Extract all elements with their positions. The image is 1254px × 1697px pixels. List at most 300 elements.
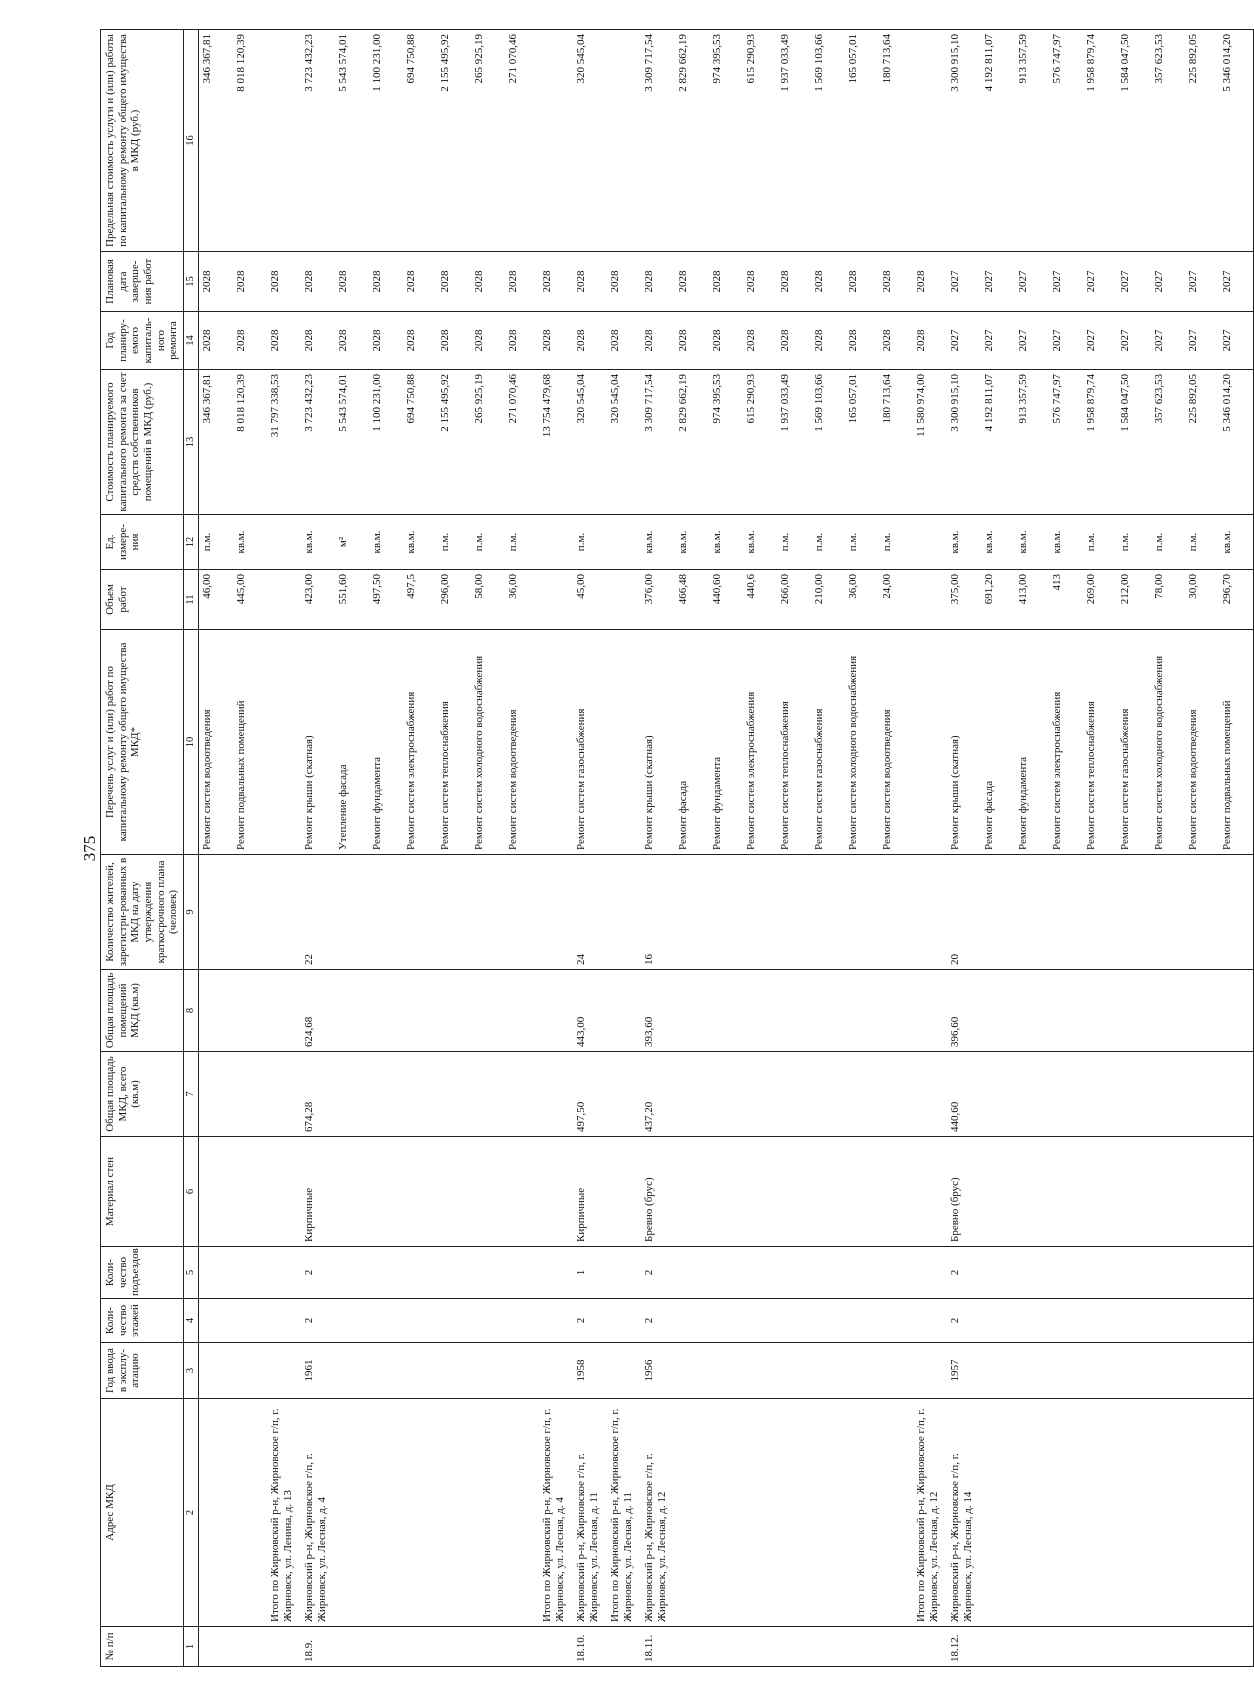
year-built-cell: [403, 1343, 437, 1399]
row-number-cell: [743, 1627, 777, 1667]
work-volume-cell: [267, 570, 301, 630]
completion-date-cell: 2028: [301, 252, 335, 312]
floors-cell: [1185, 1299, 1219, 1343]
row-number-cell: [845, 1627, 879, 1667]
wall-material-cell: [471, 1137, 505, 1247]
row-number-cell: 18.10.: [573, 1627, 607, 1667]
floors-cell: [1049, 1299, 1083, 1343]
wall-material-cell: [369, 1137, 403, 1247]
total-area-cell: [1185, 1052, 1219, 1137]
wall-material-cell: Бревно (брус): [641, 1137, 675, 1247]
work-type-cell: Ремонт систем теплоснабжения: [1083, 630, 1117, 855]
work-volume-cell: 497,5: [403, 570, 437, 630]
address-cell: [233, 1399, 267, 1627]
entrances-cell: [369, 1247, 403, 1299]
floors-cell: [437, 1299, 471, 1343]
planned-year-cell: 2028: [573, 312, 607, 370]
planned-year-cell: 2028: [777, 312, 811, 370]
address-cell: [981, 1399, 1015, 1627]
table-row: [573, 30, 607, 1667]
address-cell: [1117, 1399, 1151, 1627]
year-built-cell: [1219, 1343, 1254, 1399]
planned-cost-cell: 3 309 717,54: [641, 370, 675, 515]
work-volume-cell: 36,00: [845, 570, 879, 630]
floors-cell: 2: [641, 1299, 675, 1343]
repair-plan-table: [100, 29, 1254, 1667]
year-built-cell: [607, 1343, 641, 1399]
planned-year-cell: 2028: [845, 312, 879, 370]
completion-date-cell: 2027: [947, 252, 981, 312]
row-number-cell: [1219, 1627, 1254, 1667]
entrances-cell: [1117, 1247, 1151, 1299]
row-number-cell: [811, 1627, 845, 1667]
residents-cell: [198, 855, 233, 970]
residents-cell: [777, 855, 811, 970]
planned-cost-cell: 3 300 915,10: [947, 370, 981, 515]
planned-cost-cell: 4 192 811,07: [981, 370, 1015, 515]
work-volume-cell: 440,6: [743, 570, 777, 630]
table-row: [1083, 30, 1117, 1667]
total-area-cell: [1151, 1052, 1185, 1137]
year-built-cell: [845, 1343, 879, 1399]
work-volume-cell: 691,20: [981, 570, 1015, 630]
address-cell: [1219, 1399, 1254, 1627]
total-area-cell: [471, 1052, 505, 1137]
total-area-cell: [1015, 1052, 1049, 1137]
page-number: 375: [80, 835, 99, 862]
column-number-7: 7: [183, 1052, 198, 1137]
cost-limit-cell: 1 937 033,49: [777, 30, 811, 252]
planned-cost-cell: 2 829 662,19: [675, 370, 709, 515]
table-row: [641, 30, 675, 1667]
row-number-cell: [369, 1627, 403, 1667]
table-row: [1049, 30, 1083, 1667]
unit-cell: кв.м.: [981, 515, 1015, 570]
table-row: [981, 30, 1015, 1667]
unit-cell: кв.м.: [403, 515, 437, 570]
year-built-cell: [233, 1343, 267, 1399]
address-cell: [1185, 1399, 1219, 1627]
work-volume-cell: 551,60: [335, 570, 369, 630]
table-row: [198, 30, 233, 1667]
work-type-cell: Ремонт систем холодного водоснабжения: [471, 630, 505, 855]
column-number-4: 4: [183, 1299, 198, 1343]
planned-year-cell: 2027: [1117, 312, 1151, 370]
cost-limit-cell: 265 925,19: [471, 30, 505, 252]
residents-cell: 16: [641, 855, 675, 970]
year-built-cell: [1049, 1343, 1083, 1399]
entrances-cell: [1083, 1247, 1117, 1299]
cost-limit-cell: [913, 30, 947, 252]
cost-limit-cell: 3 309 717,54: [641, 30, 675, 252]
total-area-cell: 674,28: [301, 1052, 335, 1137]
row-number-cell: [675, 1627, 709, 1667]
wall-material-cell: [267, 1137, 301, 1247]
residents-cell: [505, 855, 539, 970]
completion-date-cell: 2028: [811, 252, 845, 312]
cost-limit-cell: 271 070,46: [505, 30, 539, 252]
premises-area-cell: [675, 970, 709, 1052]
work-type-cell: Ремонт систем электроснабжения: [1049, 630, 1083, 855]
cost-limit-cell: [267, 30, 301, 252]
total-area-cell: [437, 1052, 471, 1137]
column-header-12: Ед. измере-ния: [101, 515, 184, 570]
column-number-14: 14: [183, 312, 198, 370]
unit-cell: п.м.: [198, 515, 233, 570]
planned-year-cell: 2028: [403, 312, 437, 370]
unit-cell: п.м.: [879, 515, 913, 570]
floors-cell: 2: [947, 1299, 981, 1343]
residents-cell: [1185, 855, 1219, 970]
premises-area-cell: [1219, 970, 1254, 1052]
cost-limit-cell: 8 018 120,39: [233, 30, 267, 252]
premises-area-cell: [879, 970, 913, 1052]
address-cell: [1049, 1399, 1083, 1627]
wall-material-cell: Кирпичные: [301, 1137, 335, 1247]
work-volume-cell: 58,00: [471, 570, 505, 630]
unit-cell: [267, 515, 301, 570]
address-cell: [709, 1399, 743, 1627]
planned-year-cell: 2028: [335, 312, 369, 370]
total-area-cell: [1083, 1052, 1117, 1137]
wall-material-cell: Кирпичные: [573, 1137, 607, 1247]
work-type-cell: Ремонт систем водоотведения: [198, 630, 233, 855]
residents-cell: [1083, 855, 1117, 970]
floors-cell: [335, 1299, 369, 1343]
year-built-cell: 1956: [641, 1343, 675, 1399]
floors-cell: [471, 1299, 505, 1343]
wall-material-cell: [437, 1137, 471, 1247]
planned-cost-cell: 346 367,81: [198, 370, 233, 515]
column-header-6: Материал стен: [101, 1137, 184, 1247]
column-header-14: Год планиру-емого капиталь-ного ремонта: [101, 312, 184, 370]
cost-limit-cell: 357 623,53: [1151, 30, 1185, 252]
entrances-cell: [335, 1247, 369, 1299]
planned-cost-cell: 1 569 103,66: [811, 370, 845, 515]
cost-limit-cell: 4 192 811,07: [981, 30, 1015, 252]
planned-year-cell: 2028: [743, 312, 777, 370]
entrances-cell: [1185, 1247, 1219, 1299]
planned-year-cell: 2028: [471, 312, 505, 370]
wall-material-cell: [1015, 1137, 1049, 1247]
residents-cell: [369, 855, 403, 970]
column-number-12: 12: [183, 515, 198, 570]
entrances-cell: [675, 1247, 709, 1299]
planned-year-cell: 2027: [947, 312, 981, 370]
column-header-4: Коли-чество этажей: [101, 1299, 184, 1343]
work-type-cell: [267, 630, 301, 855]
floors-cell: [233, 1299, 267, 1343]
completion-date-cell: 2027: [1083, 252, 1117, 312]
residents-cell: [233, 855, 267, 970]
address-cell: [811, 1399, 845, 1627]
premises-area-cell: [539, 970, 573, 1052]
work-volume-cell: 375,00: [947, 570, 981, 630]
planned-cost-cell: 5 346 014,20: [1219, 370, 1254, 515]
premises-area-cell: [403, 970, 437, 1052]
residents-cell: [981, 855, 1015, 970]
entrances-cell: [1151, 1247, 1185, 1299]
planned-year-cell: 2028: [607, 312, 641, 370]
residents-cell: [675, 855, 709, 970]
planned-cost-cell: 8 018 120,39: [233, 370, 267, 515]
total-area-cell: [811, 1052, 845, 1137]
premises-area-cell: 624,68: [301, 970, 335, 1052]
cost-limit-cell: 576 747,97: [1049, 30, 1083, 252]
cost-limit-cell: 346 367,81: [198, 30, 233, 252]
residents-cell: [845, 855, 879, 970]
planned-cost-cell: 13 754 479,68: [539, 370, 573, 515]
work-volume-cell: [539, 570, 573, 630]
work-volume-cell: 413: [1049, 570, 1083, 630]
address-cell: [403, 1399, 437, 1627]
planned-cost-cell: 1 937 033,49: [777, 370, 811, 515]
completion-date-cell: 2028: [335, 252, 369, 312]
residents-cell: 20: [947, 855, 981, 970]
planned-year-cell: 2027: [1015, 312, 1049, 370]
cost-limit-cell: 2 829 662,19: [675, 30, 709, 252]
work-volume-cell: 210,00: [811, 570, 845, 630]
year-built-cell: [198, 1343, 233, 1399]
table-row: [777, 30, 811, 1667]
work-volume-cell: 78,00: [1151, 570, 1185, 630]
wall-material-cell: [198, 1137, 233, 1247]
planned-cost-cell: 1 584 047,50: [1117, 370, 1151, 515]
work-type-cell: Ремонт систем водоотведения: [1185, 630, 1219, 855]
entrances-cell: [845, 1247, 879, 1299]
planned-cost-cell: 320 545,04: [607, 370, 641, 515]
row-number-cell: [913, 1627, 947, 1667]
unit-cell: кв.м.: [641, 515, 675, 570]
completion-date-cell: 2028: [198, 252, 233, 312]
table-header: [101, 30, 199, 1667]
work-volume-cell: [607, 570, 641, 630]
table-row: [1185, 30, 1219, 1667]
premises-area-cell: [1015, 970, 1049, 1052]
total-area-cell: 497,50: [573, 1052, 607, 1137]
entrances-cell: [743, 1247, 777, 1299]
row-number-cell: [335, 1627, 369, 1667]
planned-year-cell: 2027: [1151, 312, 1185, 370]
completion-date-cell: 2028: [879, 252, 913, 312]
unit-cell: [539, 515, 573, 570]
work-volume-cell: 497,50: [369, 570, 403, 630]
residents-cell: [1151, 855, 1185, 970]
planned-cost-cell: 1 958 879,74: [1083, 370, 1117, 515]
row-number-cell: [879, 1627, 913, 1667]
entrances-cell: [811, 1247, 845, 1299]
column-number-5: 5: [183, 1247, 198, 1299]
planned-cost-cell: 615 290,93: [743, 370, 777, 515]
total-area-cell: [981, 1052, 1015, 1137]
row-number-cell: [471, 1627, 505, 1667]
wall-material-cell: [675, 1137, 709, 1247]
planned-year-cell: 2027: [1083, 312, 1117, 370]
planned-year-cell: 2028: [675, 312, 709, 370]
premises-area-cell: [1083, 970, 1117, 1052]
wall-material-cell: [1083, 1137, 1117, 1247]
planned-year-cell: 2027: [1185, 312, 1219, 370]
premises-area-cell: [437, 970, 471, 1052]
unit-cell: кв.м.: [1219, 515, 1254, 570]
premises-area-cell: [1151, 970, 1185, 1052]
table-row: [913, 30, 947, 1667]
table-body: [198, 30, 1253, 1667]
total-area-cell: 440,60: [947, 1052, 981, 1137]
floors-cell: [607, 1299, 641, 1343]
address-cell: [505, 1399, 539, 1627]
work-type-cell: Утепление фасада: [335, 630, 369, 855]
row-number-cell: [267, 1627, 301, 1667]
work-volume-cell: 24,00: [879, 570, 913, 630]
residents-cell: [709, 855, 743, 970]
entrances-cell: 2: [301, 1247, 335, 1299]
work-type-cell: Ремонт крыши (скатная): [301, 630, 335, 855]
cost-limit-cell: 1 958 879,74: [1083, 30, 1117, 252]
floors-cell: [1219, 1299, 1254, 1343]
work-volume-cell: 296,70: [1219, 570, 1254, 630]
total-area-cell: [879, 1052, 913, 1137]
residents-cell: [335, 855, 369, 970]
column-header-16: Предельная стоимость услуги и (или) работы по капитальному ремонту общего имущества в МКД (руб.): [101, 30, 184, 252]
planned-year-cell: 2028: [198, 312, 233, 370]
planned-year-cell: 2028: [879, 312, 913, 370]
row-number-cell: [403, 1627, 437, 1667]
cost-limit-cell: 974 395,53: [709, 30, 743, 252]
year-built-cell: [1083, 1343, 1117, 1399]
table-row: [811, 30, 845, 1667]
address-cell: Жирновский р-н, Жирновское г/п, г. Жирновск, ул. Лесная, д. 11: [573, 1399, 607, 1627]
table-row: [675, 30, 709, 1667]
planned-year-cell: 2028: [437, 312, 471, 370]
work-type-cell: Ремонт подвальных помещений: [1219, 630, 1254, 855]
completion-date-cell: 2028: [675, 252, 709, 312]
work-type-cell: Ремонт фундамента: [709, 630, 743, 855]
work-type-cell: Ремонт систем водоотведения: [505, 630, 539, 855]
entrances-cell: [267, 1247, 301, 1299]
column-number-16: 16: [183, 30, 198, 252]
table-row: [1219, 30, 1254, 1667]
wall-material-cell: [913, 1137, 947, 1247]
row-number-cell: 18.12.: [947, 1627, 981, 1667]
total-area-cell: [369, 1052, 403, 1137]
table-row: [879, 30, 913, 1667]
wall-material-cell: [1151, 1137, 1185, 1247]
entrances-cell: [1219, 1247, 1254, 1299]
entrances-cell: [709, 1247, 743, 1299]
year-built-cell: 1961: [301, 1343, 335, 1399]
wall-material-cell: [505, 1137, 539, 1247]
cost-limit-cell: [539, 30, 573, 252]
unit-cell: [607, 515, 641, 570]
planned-cost-cell: 974 395,53: [709, 370, 743, 515]
entrances-cell: [471, 1247, 505, 1299]
address-cell: Итого по Жирновский р-н, Жирновское г/п, г. Жирновск, ул. Лесная, д. 12: [913, 1399, 947, 1627]
cost-limit-cell: 1 100 231,00: [369, 30, 403, 252]
completion-date-cell: 2028: [573, 252, 607, 312]
table-row: [1151, 30, 1185, 1667]
planned-cost-cell: 357 623,53: [1151, 370, 1185, 515]
work-type-cell: [539, 630, 573, 855]
wall-material-cell: [981, 1137, 1015, 1247]
wall-material-cell: [777, 1137, 811, 1247]
cost-limit-cell: 225 892,05: [1185, 30, 1219, 252]
work-type-cell: Ремонт систем газоснабжения: [811, 630, 845, 855]
premises-area-cell: [913, 970, 947, 1052]
year-built-cell: [981, 1343, 1015, 1399]
table-row: [1015, 30, 1049, 1667]
unit-cell: кв.м.: [1049, 515, 1083, 570]
column-header-8: Общая площадь помещений МКД (кв.м): [101, 970, 184, 1052]
floors-cell: [879, 1299, 913, 1343]
planned-year-cell: 2027: [981, 312, 1015, 370]
cost-limit-cell: 615 290,93: [743, 30, 777, 252]
column-number-row: [183, 30, 198, 1667]
unit-cell: кв.м.: [233, 515, 267, 570]
address-cell: [437, 1399, 471, 1627]
residents-cell: [607, 855, 641, 970]
completion-date-cell: 2027: [1219, 252, 1254, 312]
planned-cost-cell: 576 747,97: [1049, 370, 1083, 515]
work-type-cell: Ремонт фундамента: [369, 630, 403, 855]
residents-cell: [437, 855, 471, 970]
year-built-cell: [471, 1343, 505, 1399]
work-type-cell: Ремонт систем газоснабжения: [1117, 630, 1151, 855]
cost-limit-cell: 165 057,01: [845, 30, 879, 252]
planned-cost-cell: 2 155 495,92: [437, 370, 471, 515]
wall-material-cell: [1049, 1137, 1083, 1247]
premises-area-cell: 443,00: [573, 970, 607, 1052]
total-area-cell: [743, 1052, 777, 1137]
row-number-cell: [1185, 1627, 1219, 1667]
completion-date-cell: 2027: [1015, 252, 1049, 312]
column-number-2: 2: [183, 1399, 198, 1627]
completion-date-cell: 2027: [1049, 252, 1083, 312]
total-area-cell: [539, 1052, 573, 1137]
cost-limit-cell: 913 357,59: [1015, 30, 1049, 252]
work-type-cell: Ремонт крыши (скатная): [641, 630, 675, 855]
planned-cost-cell: 320 545,04: [573, 370, 607, 515]
completion-date-cell: 2028: [845, 252, 879, 312]
year-built-cell: 1958: [573, 1343, 607, 1399]
unit-cell: п.м.: [845, 515, 879, 570]
entrances-cell: [539, 1247, 573, 1299]
premises-area-cell: [811, 970, 845, 1052]
table-row: [845, 30, 879, 1667]
planned-cost-cell: 31 797 338,53: [267, 370, 301, 515]
work-type-cell: Ремонт систем электроснабжения: [403, 630, 437, 855]
total-area-cell: [675, 1052, 709, 1137]
column-number-6: 6: [183, 1137, 198, 1247]
table-row: [743, 30, 777, 1667]
unit-cell: п.м.: [811, 515, 845, 570]
entrances-cell: [879, 1247, 913, 1299]
address-cell: [777, 1399, 811, 1627]
address-cell: Итого по Жирновский р-н, Жирновское г/п, г. Жирновск, ул. Лесная, д. 11: [607, 1399, 641, 1627]
cost-limit-cell: 3 723 432,23: [301, 30, 335, 252]
wall-material-cell: [403, 1137, 437, 1247]
work-volume-cell: 212,00: [1117, 570, 1151, 630]
total-area-cell: [267, 1052, 301, 1137]
completion-date-cell: 2028: [709, 252, 743, 312]
table-row: [947, 30, 981, 1667]
residents-cell: [879, 855, 913, 970]
cost-limit-cell: 320 545,04: [573, 30, 607, 252]
entrances-cell: [777, 1247, 811, 1299]
table-row: [437, 30, 471, 1667]
completion-date-cell: 2028: [267, 252, 301, 312]
unit-cell: п.м.: [573, 515, 607, 570]
